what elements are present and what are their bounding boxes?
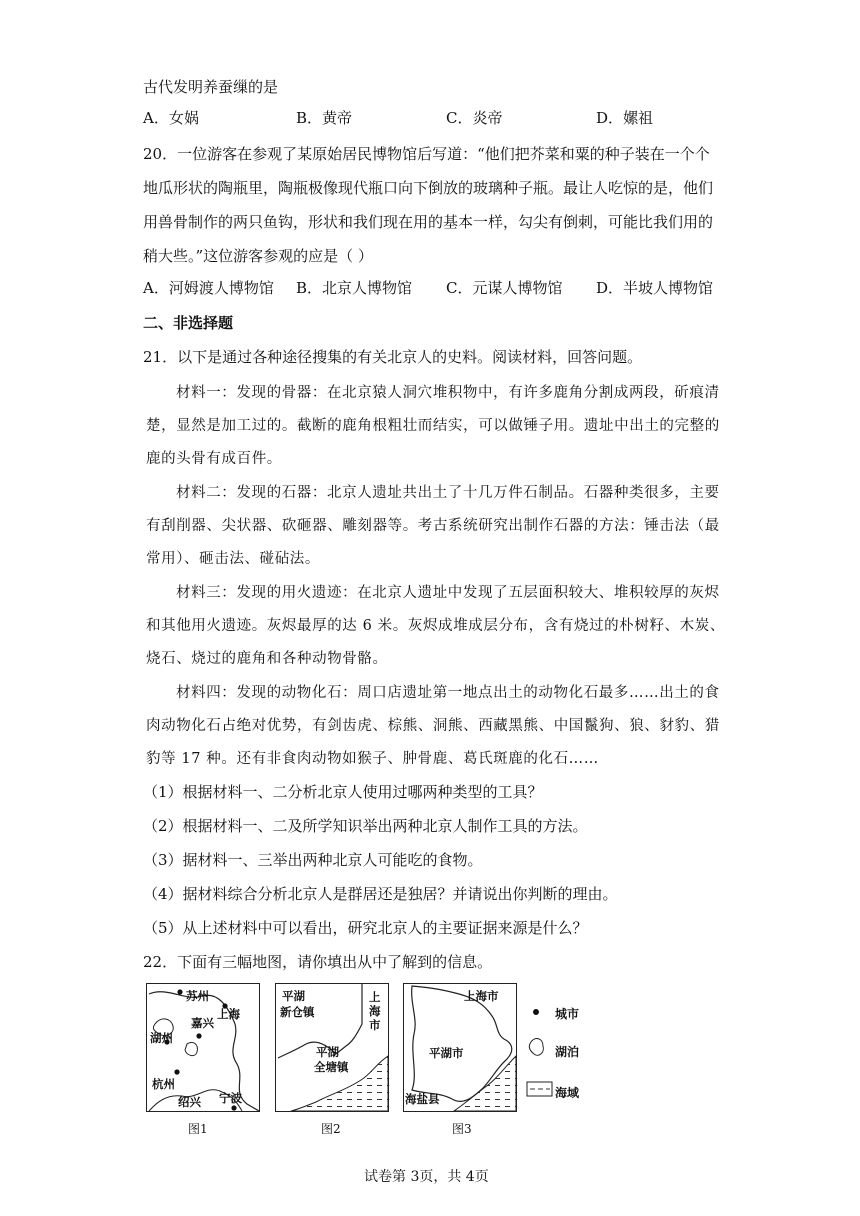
- map-1-label-shaoxing: 绍兴: [178, 1095, 201, 1109]
- q21-question-2: （2）根据材料一、二及所学知识举出两种北京人制作工具的方法。: [143, 817, 588, 835]
- q21-material-2-line-3: 常用）、砸击法、碰砧法。: [146, 551, 320, 567]
- map-1-label-hangzhou: 杭州: [152, 1077, 175, 1091]
- q20-option-c: C．元谋人博物馆: [446, 279, 563, 297]
- map-2-label-pinghu-2: 平湖: [316, 1045, 339, 1059]
- map-3-caption: 图3: [452, 1122, 472, 1136]
- q21-material-2-line-1: 材料二：发现的石器：北京人遗址共出土了十几万件石制品。石器种类很多，主要: [176, 485, 720, 501]
- q21-material-1-line-1: 材料一：发现的骨器：在北京猿人洞穴堆积物中，有许多鹿角分割成两段，斫痕清: [176, 385, 720, 401]
- lake-symbol-icon: [529, 1039, 543, 1056]
- map-2-label-shi: 市: [369, 1018, 381, 1032]
- legend-label-city: 城市: [555, 1007, 580, 1021]
- map-1-label-huzhou: 湖州: [150, 1031, 173, 1045]
- map-1-label-jiaxing: 嘉兴: [191, 1016, 214, 1030]
- q20-line-4: 稍大些。”这位游客参观的应是（ ）: [143, 247, 373, 265]
- map-1: [146, 983, 260, 1112]
- q19-option-a: A．女娲: [143, 109, 199, 127]
- q21-material-4-line-3: 豹等 17 种。还有非食肉动物如猴子、肿骨鹿、葛氏斑鹿的化石……: [146, 751, 599, 767]
- map-2-label-shang: 上: [369, 990, 381, 1004]
- map-2-label-quantang: 全塘镇: [314, 1060, 349, 1074]
- q20-option-a: A．河姆渡人博物馆: [143, 279, 274, 297]
- map-1-caption: 图1: [188, 1122, 208, 1136]
- q21-material-1-line-3: 鹿的头骨有成百件。: [146, 451, 282, 467]
- q21-stem: 21．以下是通过各种途径搜集的有关北京人的史料。阅读材料，回答问题。: [143, 348, 643, 366]
- map-3-label-shanghai: 上海市: [464, 989, 499, 1003]
- q19-option-b: B．黄帝: [296, 109, 353, 127]
- page-footer: 试卷第 3页，共 4页: [364, 1169, 489, 1185]
- q21-material-4-line-1: 材料四：发现的动物化石：周口店遗址第一地点出土的动物化石最多……出土的食: [176, 685, 720, 701]
- q21-material-1-line-2: 楚，显然是加工过的。截断的鹿角根粗壮而结实，可以做锤子用。遗址中出土的完整的: [146, 418, 720, 434]
- q20-line-2: 地瓜形状的陶瓶里，陶瓶极像现代瓶口向下倒放的玻璃种子瓶。最让人吃惊的是，他们: [143, 179, 714, 197]
- q19-option-d: D．嫘祖: [596, 109, 654, 127]
- legend-symbols: [525, 1002, 555, 1102]
- q20-line-1: 20．一位游客在参观了某原始居民博物馆后写道：“他们把芥菜和粟的种子装在一个个: [143, 145, 710, 163]
- map-2-label-hai: 海: [369, 1004, 381, 1018]
- q19-stem-tail: 古代发明养蚕缫的是: [143, 78, 279, 96]
- q20-option-d: D．半坡人博物馆: [596, 279, 714, 297]
- map-3: [403, 983, 517, 1112]
- q21-material-2-line-2: 有刮削器、尖状器、砍砸器、雕刻器等。考古系统研究出制作石器的方法：锤击法（最: [146, 518, 720, 534]
- map-3-label-pinghu: 平湖市: [429, 1046, 464, 1060]
- section-title: 二、非选择题: [143, 314, 234, 332]
- map-2-label-xincang: 新仓镇: [280, 1005, 315, 1019]
- q22-stem: 22．下面有三幅地图，请你填出从中了解到的信息。: [143, 953, 493, 971]
- map-3-label-haiyan: 海盐县: [405, 1092, 440, 1106]
- map-2-caption: 图2: [321, 1122, 341, 1136]
- q21-question-5: （5）从上述材料中可以看出，研究北京人的主要证据来源是什么？: [143, 919, 588, 937]
- map-2-label-pinghu: 平湖: [282, 989, 305, 1003]
- q21-material-3-line-3: 烧石、烧过的鹿角和各种动物骨骼。: [146, 651, 388, 667]
- map-1-label-ningbo: 宁波: [219, 1091, 242, 1105]
- q21-question-1: （1）根据材料一、二分析北京人使用过哪两种类型的工具？: [143, 783, 543, 801]
- q21-question-4: （4）据材料综合分析北京人是群居还是独居？并请说出你判断的理由。: [143, 885, 618, 903]
- q20-line-3: 用兽骨制作的两只鱼钩，形状和我们现在用的基本一样，勾尖有倒刺，可能比我们用的: [143, 213, 714, 231]
- q21-material-4-line-2: 肉动物化石占绝对优势，有剑齿虎、棕熊、洞熊、西藏黑熊、中国鬣狗、狼、豺豹、猎: [146, 718, 720, 734]
- q21-question-3: （3）据材料一、三举出两种北京人可能吃的食物。: [143, 851, 483, 869]
- q20-option-b: B．北京人博物馆: [296, 279, 413, 297]
- map-1-label-shanghai: 上海: [217, 1007, 240, 1021]
- map-1-label-suzhou: 苏州: [186, 989, 209, 1003]
- legend-label-lake: 湖泊: [555, 1045, 580, 1059]
- city-symbol-icon: [533, 1009, 539, 1015]
- legend-label-sea: 海域: [555, 1086, 580, 1100]
- q21-material-3-line-1: 材料三：发现的用火遗迹：在北京人遗址中发现了五层面积较大、堆积较厚的灰烬: [176, 585, 720, 601]
- map-2: [275, 983, 389, 1112]
- q21-material-3-line-2: 和其他用火遗迹。灰烬最厚的达 6 米。灰烬成堆成层分布，含有烧过的朴树籽、木炭、: [146, 618, 725, 634]
- q19-option-c: C．炎帝: [446, 109, 503, 127]
